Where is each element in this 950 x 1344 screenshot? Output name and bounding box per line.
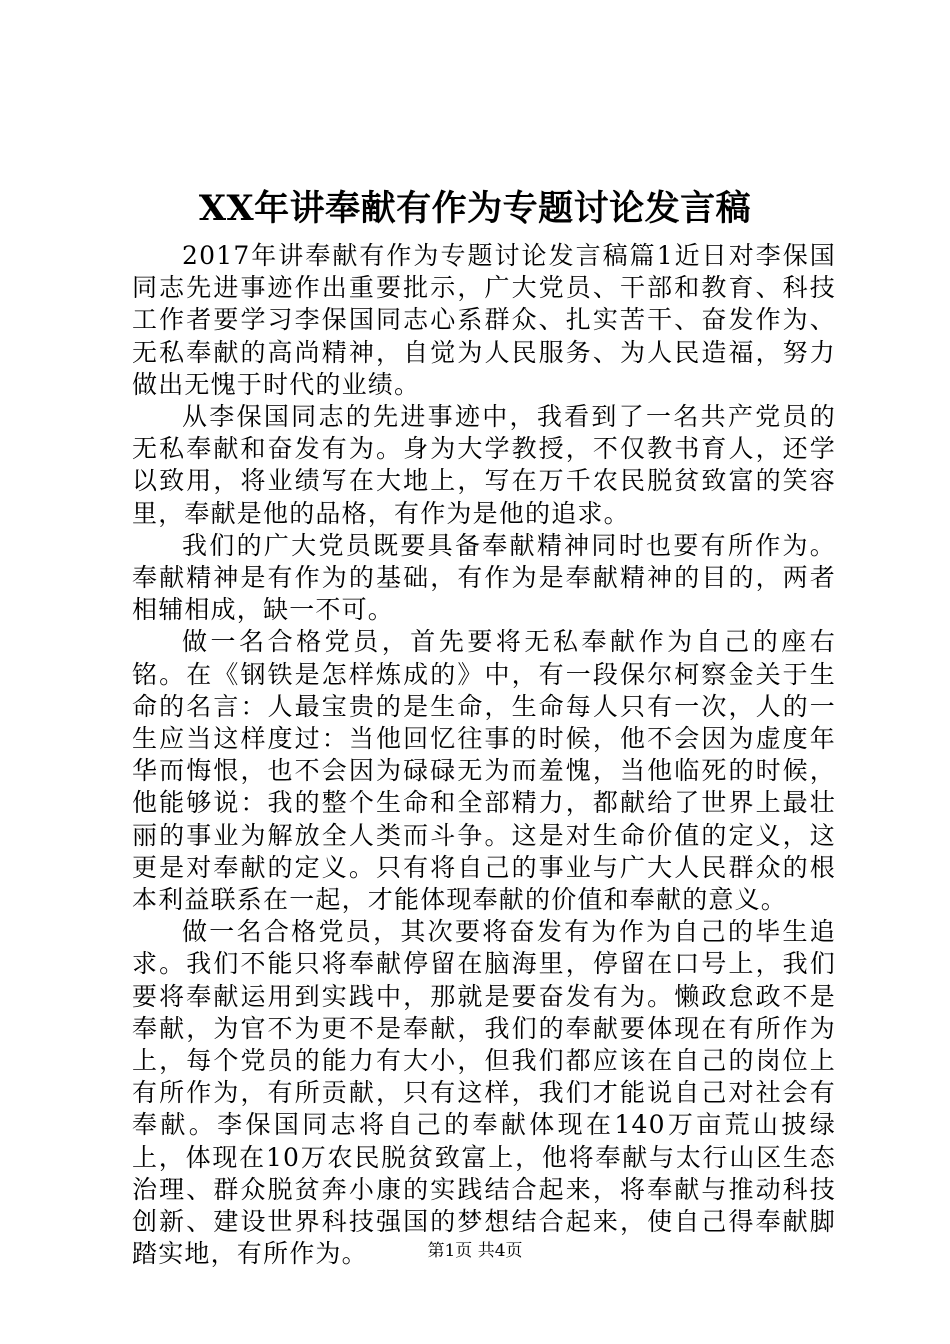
paragraph-1: 2017年讲奉献有作为专题讨论发言稿篇1近日对李保国同志先进事迹作出重要批示，广大党员、干部和教育、科技工作者要学习李保国同志心系群众、扎实苦干、奋发作为、无私奉献的高尚精神，自觉为人民服务、为人民造福，努力做出无愧于时代的业绩。: [132, 241, 836, 399]
document-title: XX年讲奉献有作为专题讨论发言稿: [198, 188, 752, 229]
paragraph-3: 我们的广大党员既要具备奉献精神同时也要有所作为。奉献精神是有作为的基础，有作为是奉献精神的目的，两者相辅相成，缺一不可。: [132, 530, 836, 625]
document-body: [132, 240, 836, 1271]
paragraph-2: 从李保国同志的先进事迹中，我看到了一名共产党员的无私奉献和奋发有为。身为大学教授，不仅教书育人，还学以致用，将业绩写在大地上，写在万千农民脱贫致富的笑容里，奉献是他的品格，有作为是他的追求。: [132, 402, 836, 528]
page-number-footer: 第1页 共4页: [427, 1241, 523, 1261]
paragraph-4: 做一名合格党员，首先要将无私奉献作为自己的座右铭。在《钢铁是怎样炼成的》中，有一段保尔柯察金关于生命的名言：人最宝贵的是生命，生命每人只有一次，人的一生应当这样度过：当他回忆往事的时候，他不会因为虚度年华而悔恨，也不会因为碌碌无为而羞愧，当他临死的时候，他能够说：我的整个生命和全部精力，都献给了世界上最壮丽的事业为解放全人类而斗争。这是对生命价值的定义，这更是对奉献的定义。只有将自己的事业与广大人民群众的根本利益联系在一起，才能体现奉献的价值和奉献的意义。: [132, 627, 836, 915]
paragraph-5: 做一名合格党员，其次要将奋发有为作为自己的毕生追求。我们不能只将奉献停留在脑海里，停留在口号上，我们要将奉献运用到实践中，那就是要奋发有为。懒政怠政不是奉献，为官不为更不是奉献，我们的奉献要体现在有所作为上，每个党员的能力有大小，但我们都应该在自己的岗位上有所作为，有所贡献，只有这样，我们才能说自己对社会有奉献。李保国同志将自己的奉献体现在140万亩荒山披绿上，体现在10万农民脱贫致富上，他将奉献与太行山区生态治理、群众脱贫奔小康的实践结合起来，将奉献与推动科技创新、建设世界科技强国的梦想结合起来，使自己得奉献脚踏实地，有所作为。: [132, 917, 836, 1269]
